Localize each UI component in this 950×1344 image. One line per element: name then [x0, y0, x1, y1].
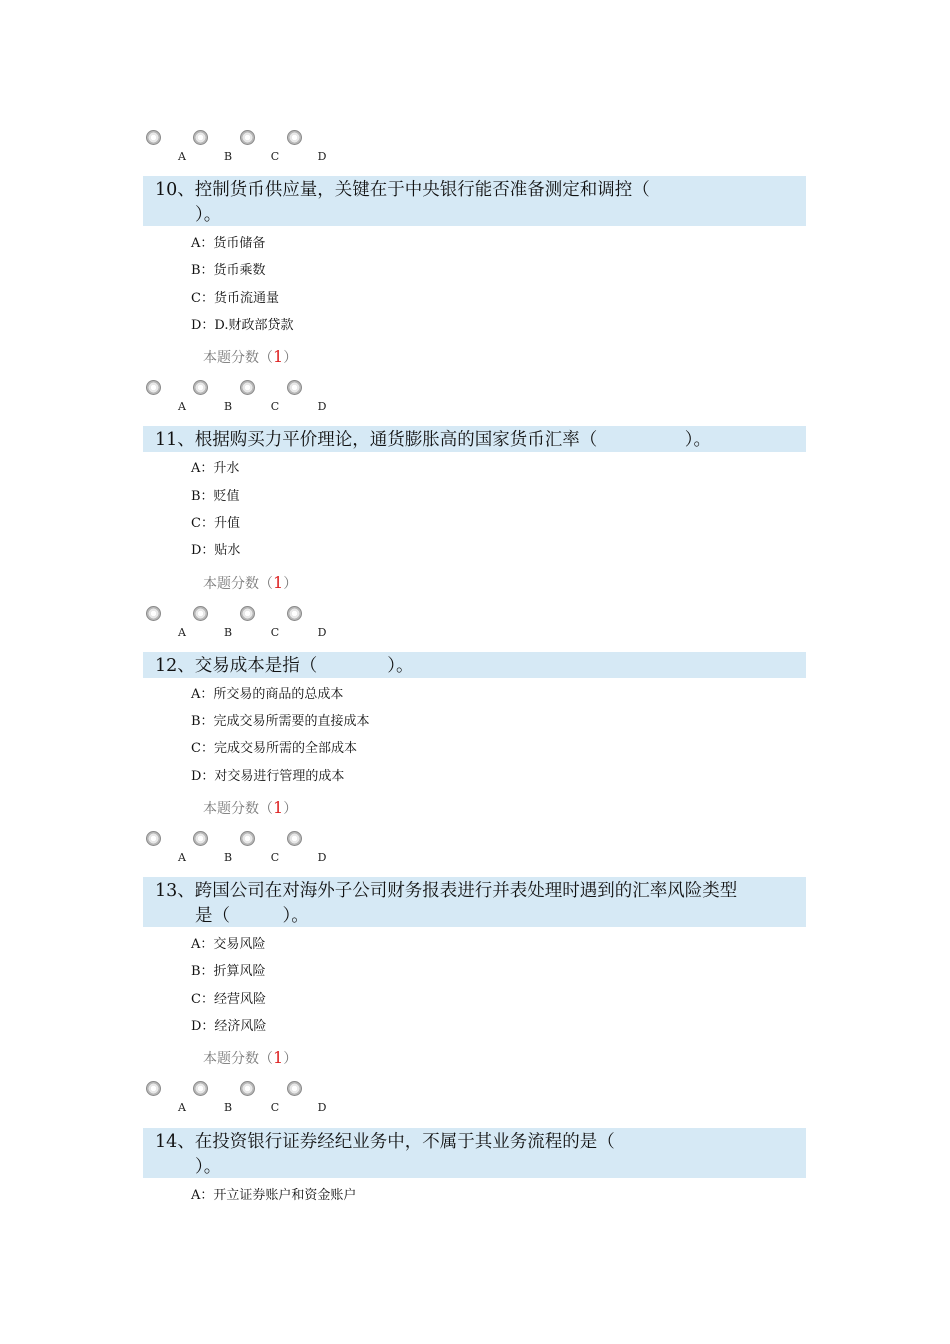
question-14-header [143, 1128, 806, 1178]
radio-label-c: C [270, 150, 280, 163]
question-text-continued: ）。 [195, 205, 222, 225]
option-b: B：折算风险 [191, 964, 266, 979]
radio-option-c[interactable] [240, 130, 255, 145]
question-text: 11、根据购买力平价理论，通货膨胀高的国家货币汇率（ ）。 [155, 430, 712, 450]
radio-label-d: D [317, 400, 327, 413]
radio-option-d[interactable] [287, 831, 302, 846]
option-a: A：所交易的商品的总成本 [191, 687, 344, 702]
option-c: C：货币流通量 [191, 291, 279, 306]
question-13-header [143, 877, 806, 927]
radio-option-d[interactable] [287, 380, 302, 395]
radio-label-a: A [178, 626, 186, 639]
answer-radio-group [146, 606, 346, 642]
radio-label-d: D [317, 851, 327, 864]
score-value: 1 [273, 1048, 284, 1067]
question-text: 10、控制货币供应量，关键在于中央银行能否准备测定和调控（ [155, 180, 650, 200]
answer-radio-group [146, 130, 346, 166]
radio-label-a: A [178, 851, 186, 864]
score-suffix: ） [283, 576, 298, 592]
option-d: D：对交易进行管理的成本 [191, 769, 345, 784]
option-c: C：升值 [191, 516, 240, 531]
question-score [203, 347, 297, 367]
radio-option-c[interactable] [240, 1081, 255, 1096]
radio-label-d: D [317, 1101, 327, 1114]
score-value: 1 [273, 573, 284, 592]
radio-label-b: B [223, 150, 233, 163]
score-value: 1 [273, 798, 284, 817]
question-10-header [143, 176, 806, 226]
radio-option-b[interactable] [193, 831, 208, 846]
question-text-continued: 是（ ）。 [195, 906, 309, 926]
radio-option-c[interactable] [240, 380, 255, 395]
radio-option-a[interactable] [146, 831, 161, 846]
radio-label-b: B [223, 1101, 233, 1114]
radio-label-a: A [178, 400, 186, 413]
option-b: B：货币乘数 [191, 263, 266, 278]
radio-label-b: B [223, 626, 233, 639]
radio-option-c[interactable] [240, 831, 255, 846]
score-value: 1 [273, 347, 284, 366]
radio-option-a[interactable] [146, 606, 161, 621]
option-a: A：货币储备 [191, 236, 266, 251]
answer-radio-group [146, 1081, 346, 1117]
question-score [203, 1048, 297, 1068]
question-text: 14、在投资银行证券经纪业务中，不属于其业务流程的是（ [155, 1132, 615, 1152]
radio-label-a: A [178, 1101, 186, 1114]
question-text-continued: ）。 [195, 1157, 222, 1177]
question-score [203, 798, 297, 818]
radio-option-d[interactable] [287, 1081, 302, 1096]
option-a: A：升水 [191, 461, 240, 476]
question-score [203, 573, 297, 593]
score-prefix: 本题分数（ [203, 801, 273, 817]
radio-label-c: C [270, 1101, 280, 1114]
score-suffix: ） [283, 350, 298, 366]
option-a: A：开立证券账户和资金账户 [191, 1188, 357, 1203]
answer-radio-group [146, 380, 346, 416]
option-d: D：经济风险 [191, 1019, 267, 1034]
answer-radio-group [146, 831, 346, 867]
option-c: C：经营风险 [191, 992, 266, 1007]
option-b: B：贬值 [191, 489, 240, 504]
radio-label-c: C [270, 851, 280, 864]
option-a: A：交易风险 [191, 937, 266, 952]
radio-option-a[interactable] [146, 380, 161, 395]
radio-option-b[interactable] [193, 380, 208, 395]
score-suffix: ） [283, 801, 298, 817]
option-c: C：完成交易所需的全部成本 [191, 741, 357, 756]
score-prefix: 本题分数（ [203, 1051, 273, 1067]
question-11-header [143, 426, 806, 452]
question-text: 12、交易成本是指（ ）。 [155, 656, 414, 676]
score-prefix: 本题分数（ [203, 576, 273, 592]
question-text: 13、跨国公司在对海外子公司财务报表进行并表处理时遇到的汇率风险类型 [155, 881, 738, 901]
option-d: D：D.财政部贷款 [191, 318, 294, 333]
radio-label-b: B [223, 400, 233, 413]
radio-option-d[interactable] [287, 130, 302, 145]
radio-option-d[interactable] [287, 606, 302, 621]
radio-label-b: B [223, 851, 233, 864]
radio-option-c[interactable] [240, 606, 255, 621]
score-prefix: 本题分数（ [203, 350, 273, 366]
option-d: D：贴水 [191, 543, 241, 558]
radio-option-b[interactable] [193, 606, 208, 621]
radio-label-d: D [317, 626, 327, 639]
radio-option-b[interactable] [193, 130, 208, 145]
question-12-header [143, 652, 806, 678]
radio-label-c: C [270, 626, 280, 639]
radio-label-a: A [178, 150, 186, 163]
radio-label-c: C [270, 400, 280, 413]
option-b: B：完成交易所需要的直接成本 [191, 714, 370, 729]
radio-option-a[interactable] [146, 1081, 161, 1096]
radio-label-d: D [317, 150, 327, 163]
radio-option-a[interactable] [146, 130, 161, 145]
radio-option-b[interactable] [193, 1081, 208, 1096]
score-suffix: ） [283, 1051, 298, 1067]
